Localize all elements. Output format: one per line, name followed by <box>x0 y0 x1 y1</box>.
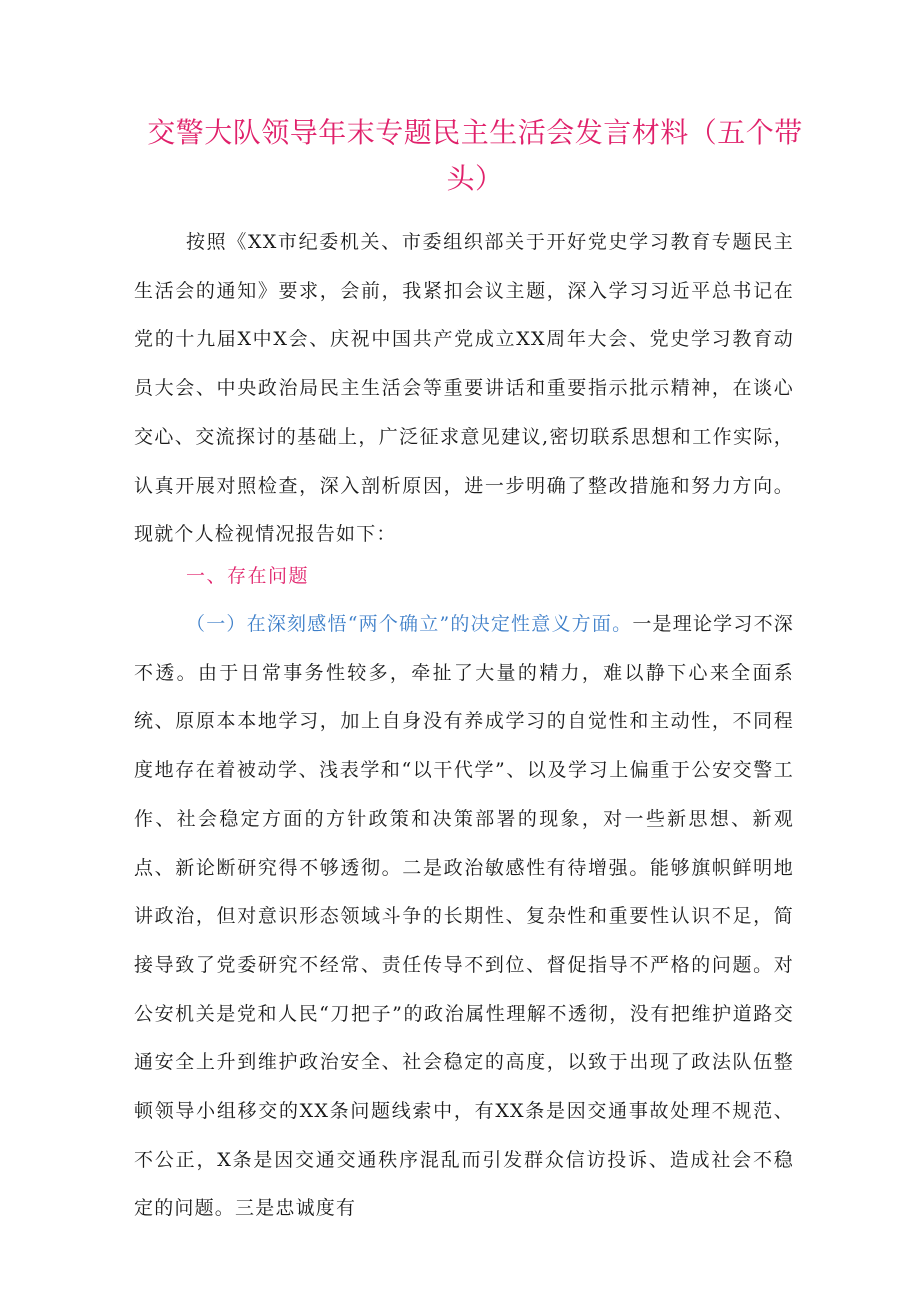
subsection-heading: （一）在深刻感悟“两个确立”的决定性意义方面。 <box>186 613 633 635</box>
subsection-body: 一是理论学习不深不透。由于日常事务性较多，牵扯了大量的精力，难以静下心来全面系统、原原本本地学习，加上自身没有养成学习的自觉性和主动性，不同程度地存在着被动学、浅表学和“以干代学”、以及学习上偏重于公安交警工作、社会稳定方面的方针政策和决策部署的现象，对一些新思想、新观点、新论断研究得不够透彻。二是政治敏感性有待增强。能够旗帜鲜明地讲政治，但对意识形态领域斗争的长期性、复杂性和重要性认识不足，简接导致了党委研究不经常、责任传导不到位、督促指导不严格的问题。对公安机关是党和人民“刀把子”的政治属性理解不透彻，没有把维护道路交通安全上升到维护政治安全、社会稳定的高度，以致于出现了政法队伍整顿领导小组移交的XX条问题线索中，有XX条是因交通事故处理不规范、不公正，X条是因交通交通秩序混乱而引发群众信访投诉、造成社会不稳定的问题。三是忠诚度有 <box>134 613 794 1220</box>
section-one-paragraph <box>134 600 794 1233</box>
intro-paragraph: 按照《XX市纪委机关、市委组织部关于开好党史学习教育专题民主生活会的通知》要求，会前，我紧扣会议主题，深入学习习近平总书记在党的十九届X中X会、庆祝中国共产党成立XX周年大会、党史学习教育动员大会、中央政治局民主生活会等重要讲话和重要指示批示精神，在谈心交心、交流探讨的基础上，广泛征求意见建议,密切联系思想和工作实际，认真开展对照检查，深入剖析原因，进一步明确了整改措施和努力方向。现就个人检视情况报告如下： <box>134 231 794 546</box>
section-heading: 一、存在问题 <box>186 565 310 587</box>
document-title: 交警大队领导年末专题民主生活会发言材料（五个带头） <box>147 116 803 195</box>
